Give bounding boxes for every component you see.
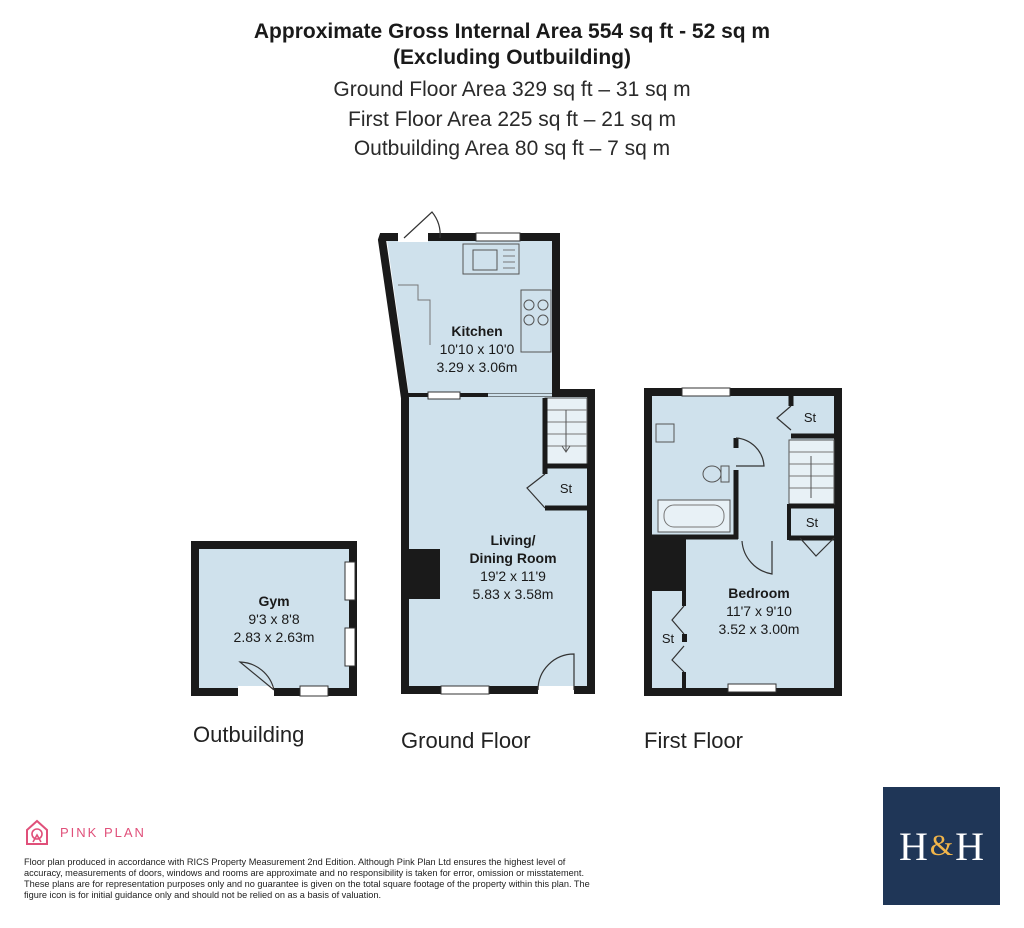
outbuilding-area: Outbuilding Area 80 sq ft – 7 sq m xyxy=(353,137,671,160)
ground-floor-area: Ground Floor Area 329 sq ft – 31 sq m xyxy=(333,78,691,101)
first-floor-plan xyxy=(648,388,838,692)
bedroom-window xyxy=(728,684,776,692)
kitchen-opening xyxy=(428,392,460,399)
gym-dim-imperial: 9'3 x 8'8 xyxy=(248,611,300,627)
living-dim-imperial: 19'2 x 11'9 xyxy=(480,568,546,584)
bathroom-window xyxy=(682,388,730,396)
first-floor-label: First Floor xyxy=(644,728,743,753)
pink-plan-name: PINK PLAN xyxy=(60,824,146,840)
gym-name: Gym xyxy=(258,593,290,609)
area-title: Approximate Gross Internal Area 554 sq ft - 52 sq m xyxy=(253,20,771,43)
store-label: St xyxy=(559,481,573,496)
store-label-top: St xyxy=(803,410,817,425)
logo-ampersand: & xyxy=(929,829,954,862)
kitchen-window xyxy=(476,233,520,241)
area-subtitle: (Excluding Outbuilding) xyxy=(393,46,631,69)
hh-logo xyxy=(883,787,1000,905)
cupboard-label: St xyxy=(661,631,675,646)
front-window xyxy=(441,686,489,694)
floor-labels xyxy=(193,722,743,753)
logo-letter-right: H xyxy=(955,823,985,869)
kitchen-name: Kitchen xyxy=(451,323,503,339)
living-dim-metric: 5.83 x 3.58m xyxy=(472,586,554,602)
bedroom-dim-imperial: 11'7 x 9'10 xyxy=(726,603,792,619)
bedroom-dim-metric: 3.52 x 3.00m xyxy=(718,621,800,637)
pink-plan-logo-icon xyxy=(24,818,50,846)
kitchen-dim-metric: 3.29 x 3.06m xyxy=(436,359,518,375)
kitchen-dim-imperial: 10'10 x 10'0 xyxy=(439,341,515,357)
store-label-mid: St xyxy=(805,515,819,530)
disclaimer-text: Floor plan produced in accordance with RICS Property Measurement 2nd Edition. Although Pink Plan Ltd ensures the highest level of accuracy, measurements of doors, windows and rooms are approximate and no responsibility is taken for error, omission or misstatement. These plans are for representation purposes only and no guarantee is given on the total square footage of the property within this plan. The figure icon is for initial guidance only and should not be relied on as a basis of valuation. xyxy=(24,857,590,900)
ground-floor-label: Ground Floor xyxy=(401,728,531,753)
ground-floor-plan xyxy=(382,212,591,696)
bedroom-name: Bedroom xyxy=(728,585,790,601)
gym-window-right-1 xyxy=(345,562,355,600)
living-name-line1: Living/ xyxy=(490,532,536,548)
living-name-line2: Dining Room xyxy=(469,550,557,566)
chimney-breast-first xyxy=(652,539,683,591)
logo-letter-left: H xyxy=(898,823,928,869)
outbuilding-label: Outbuilding xyxy=(193,722,305,747)
chimney-breast xyxy=(409,549,440,599)
gym-window-bottom xyxy=(300,686,328,696)
gym-dim-metric: 2.83 x 2.63m xyxy=(233,629,315,645)
first-floor-area: First Floor Area 225 sq ft – 21 sq m xyxy=(348,108,676,131)
pink-plan-brand xyxy=(24,818,146,846)
gym-window-right-2 xyxy=(345,628,355,666)
